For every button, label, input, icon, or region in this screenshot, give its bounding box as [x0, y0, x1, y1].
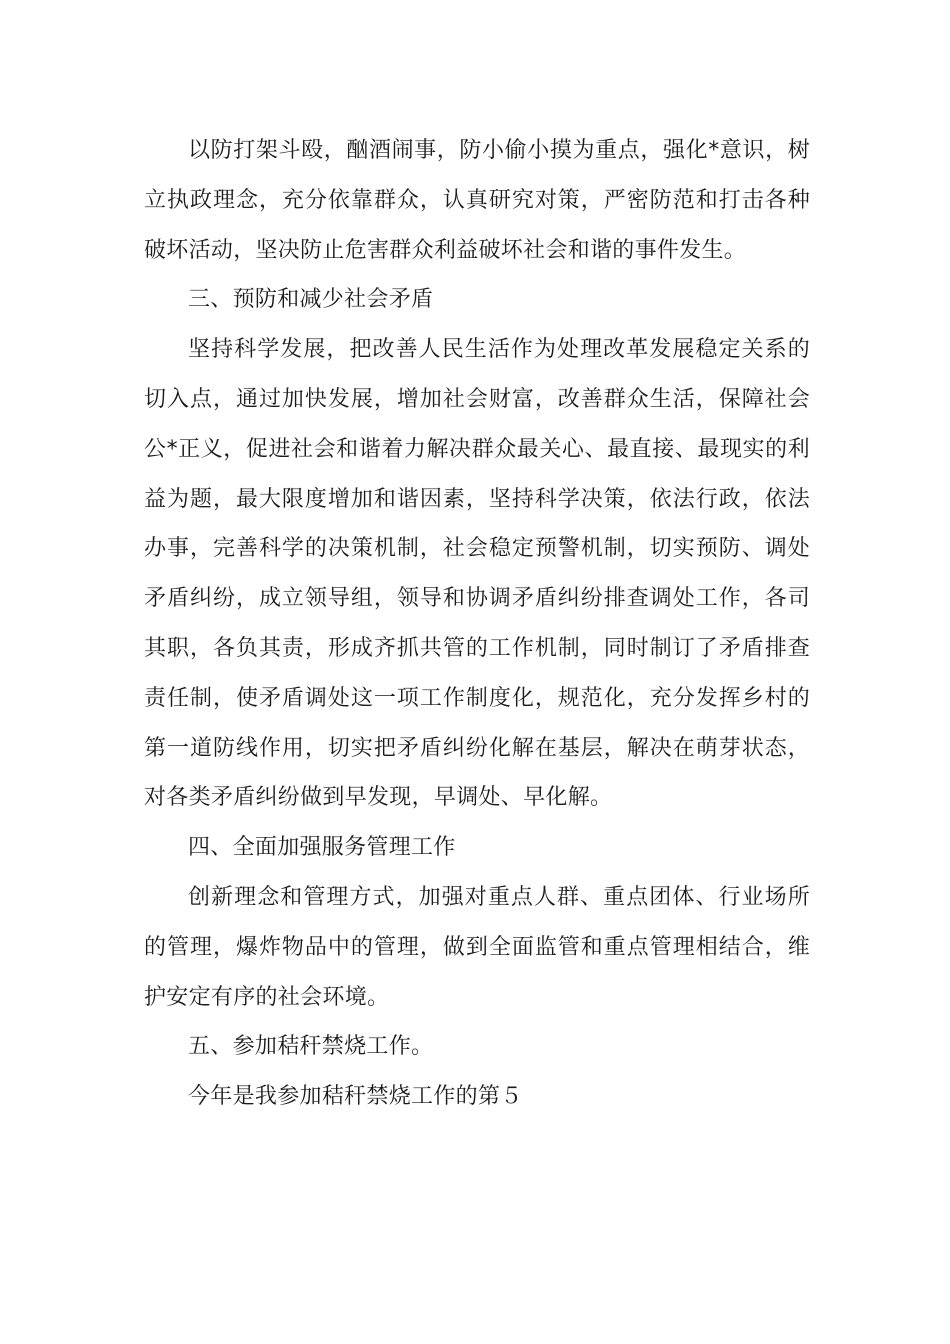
section-heading-5: 五、参加秸秆禁烧工作。 — [188, 1034, 434, 1060]
document-body — [144, 126, 810, 1122]
section-heading-4: 四、全面加强服务管理工作 — [188, 835, 456, 861]
paragraph-security-measures: 以防打架斗殴，酗酒闹事，防小偷小摸为重点，强化*意识，树立执政理念，充分依靠群众，认真研究对策，严密防范和打击各种破坏活动，坚决防止危害群众利益破坏社会和谐的事件发生。 — [144, 138, 810, 263]
paragraph-service-management: 创新理念和管理方式，加强对重点人群、重点团体、行业场所的管理，爆炸物品中的管理，做到全面监管和重点管理相结合，维护安定有序的社会环境。 — [144, 884, 810, 1010]
paragraph-reduce-conflicts: 坚持科学发展，把改善人民生活作为处理改革发展稳定关系的切入点，通过加快发展，增加社会财富，改善群众生活，保障社会公*正义，促进社会和谐着力解决群众最关心、最直接、最现实的利益为题，最大限度增加和谐因素，坚持科学决策，依法行政，依法办事，完善科学的决策机制，社会稳定预警机制，切实预防、调处矛盾纠纷，成立领导组，领导和协调矛盾纠纷排查调处工作，各司其职，各负其责，形成齐抓共管的工作机制，同时制订了矛盾排查责任制，使矛盾调处这一项工作制度化，规范化，充分发挥乡村的第一道防线作用，切实把矛盾纠纷化解在基层，解决在萌芽状态，对各类矛盾纠纷做到早发现，早调处、早化解。 — [144, 337, 810, 811]
paragraph-straw-burning: 今年是我参加秸秆禁烧工作的第５ — [188, 1084, 523, 1110]
section-heading-3: 三、预防和减少社会矛盾 — [188, 287, 434, 313]
